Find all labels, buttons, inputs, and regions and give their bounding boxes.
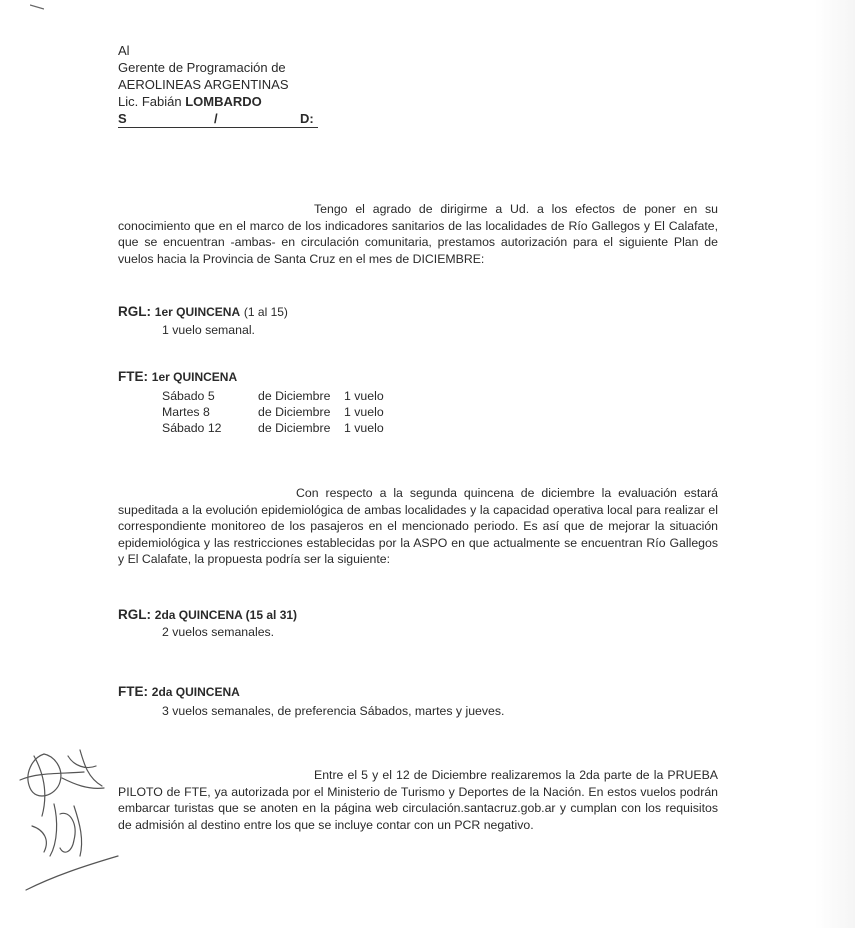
flight-day: Sábado 5: [162, 389, 215, 403]
fte-second-heading: [118, 684, 240, 699]
flight-month: de Diciembre: [258, 389, 331, 403]
address-name-prefix: Lic. Fabián: [118, 94, 182, 109]
fte-flight-table: [162, 388, 384, 436]
scan-edge-shade: [815, 0, 855, 928]
rgl-second-heading: [118, 607, 297, 622]
sd-salutation: [118, 110, 318, 128]
third-lead: Entre el 5 y el 12 de Diciembre realizaremos la 2da parte de la: [314, 768, 664, 782]
sd-slash: /: [214, 111, 218, 126]
scan-artifact-mark: [30, 4, 44, 10]
address-to: Al: [118, 43, 130, 58]
sd-s: S: [118, 111, 127, 126]
flight-row: [162, 388, 384, 404]
fte-second-detail: 3 vuelos semanales, de preferencia Sábados, martes y jueves.: [162, 704, 505, 718]
flight-row: [162, 404, 384, 420]
fte-first-heading: [118, 369, 237, 384]
rgl-first-heading: [118, 304, 288, 319]
address-name: [118, 93, 318, 110]
intro-body: conocimiento que en el marco de los indicadores sanitarios de las localidades de Río Gallegos y El Calafate, que se encuentran -ambas- en circulación comunitaria, prestamos autorización para el siguiente Plan de vuelos hacia la Provincia de Santa Cruz en el mes de DICIEMBRE:: [118, 218, 718, 266]
fte-first-title: 1er QUINCENA: [151, 370, 238, 384]
third-body: PRUEBA PILOTO de FTE, ya autorizada por el Ministerio de Turismo y Deportes de la Nación. En estos vuelos podrán embarcar turistas que se anoten en la página web circulación.santacruz.gob.ar y cumplan con los requisitos de admisión al destino entre los que se incluye contar con un PCR negativo.: [118, 768, 718, 832]
rgl-first-range: (1 al 15): [243, 305, 288, 319]
sd-d: D:: [300, 111, 314, 126]
address-name-bold: LOMBARDO: [185, 94, 262, 109]
rgl-first-code: RGL:: [118, 304, 151, 319]
fte-second-code: FTE:: [118, 684, 148, 699]
flight-month: de Diciembre: [258, 405, 331, 419]
flight-count: 1 vuelo: [344, 405, 384, 419]
rgl-first-detail: 1 vuelo semanal.: [162, 323, 255, 337]
rgl-second-detail: 2 vuelos semanales.: [162, 625, 275, 639]
rgl-second-code: RGL:: [118, 607, 151, 622]
second-lead: Con respecto a la segunda quincena de diciembre la evaluación: [296, 486, 677, 500]
fte-first-code: FTE:: [118, 369, 148, 384]
second-paragraph: [118, 485, 718, 568]
rgl-first-title: 1er QUINCENA: [154, 305, 241, 319]
flight-day: Martes 8: [162, 405, 210, 419]
flight-count: 1 vuelo: [344, 389, 384, 403]
intro-lead: Tengo el agrado de dirigirme a Ud. a los efectos de poner en su: [314, 202, 718, 216]
third-paragraph: [118, 767, 718, 833]
address-line-2: AEROLINEAS ARGENTINAS: [118, 77, 289, 92]
handwritten-signature: [14, 744, 124, 894]
address-line-1: Gerente de Programación de: [118, 60, 286, 75]
flight-row: [162, 420, 384, 436]
flight-count: 1 vuelo: [344, 421, 384, 435]
fte-second-title: 2da QUINCENA: [151, 685, 240, 699]
flight-month: de Diciembre: [258, 421, 331, 435]
flight-day: Sábado 12: [162, 421, 222, 435]
address-block: [118, 42, 318, 128]
second-body: estará supeditada a la evolución epidemiológica de ambas localidades y la capacidad operativa local para realizar el correspondiente monitoreo de los pasajeros en el mencionado periodo. Es así que de mejorar la situación epidemiológica y las restricciones establecidas por la ASPO en que actualmente se encuentran Río Gallegos y El Calafate, la propuesta podría ser la siguiente:: [118, 486, 719, 566]
intro-paragraph: [118, 201, 718, 267]
rgl-second-title: 2da QUINCENA (15 al 31): [154, 608, 298, 622]
